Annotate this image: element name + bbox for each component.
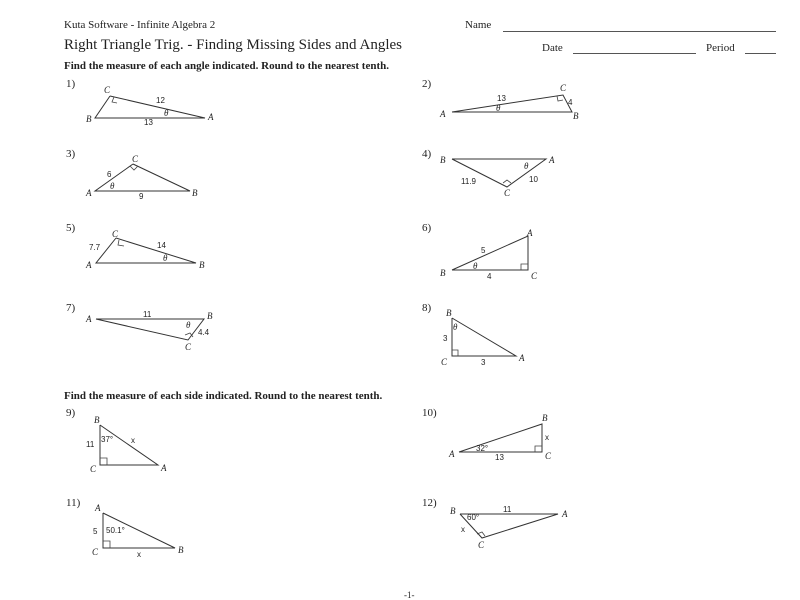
unknown-x-label: x: [137, 550, 141, 559]
triangle-figure-8: [441, 308, 525, 367]
side-length-label: 9: [139, 192, 144, 201]
side-length-label: 13: [144, 118, 153, 127]
vertex-label: B: [440, 268, 446, 278]
period-label: Period: [706, 42, 735, 54]
triangle-figure-5: [85, 229, 205, 270]
theta-label: θ: [163, 253, 168, 263]
unknown-x-label: x: [131, 436, 135, 445]
page-number: -1-: [404, 590, 415, 600]
angle-label: 37°: [101, 435, 114, 444]
vertex-label: C: [185, 342, 192, 352]
problem-number: 3): [66, 148, 76, 160]
problem-number: 4): [422, 148, 432, 160]
problem-number: 12): [422, 497, 437, 509]
vertex-label: B: [86, 114, 92, 124]
vertex-label: C: [132, 154, 139, 164]
vertex-label: B: [94, 415, 100, 425]
triangle-figure-6: [440, 228, 538, 281]
triangle-figure-10: [448, 413, 552, 462]
vertex-label: B: [440, 155, 446, 165]
vertex-label: A: [440, 109, 446, 119]
vertex-label: A: [549, 155, 555, 165]
vertex-label: A: [86, 260, 92, 270]
vertex-label: A: [208, 112, 214, 122]
name-label: Name: [465, 19, 492, 31]
vertex-label: B: [573, 111, 579, 121]
vertex-label: B: [542, 413, 548, 423]
side-length-label: 11: [86, 440, 95, 449]
triangle-figure-2: [439, 83, 579, 121]
problem-number: 6): [422, 222, 432, 234]
vertex-label: C: [104, 85, 111, 95]
side-length-label: 10: [529, 175, 538, 184]
vertex-label: A: [161, 463, 167, 473]
side-length-label: 12: [156, 96, 165, 105]
vertex-label: A: [527, 228, 533, 238]
problem-number: 8): [422, 302, 432, 314]
problem-number: 1): [66, 78, 76, 90]
side-length-label: 3: [443, 334, 448, 343]
theta-label: θ: [524, 161, 529, 171]
date-label: Date: [542, 42, 563, 54]
side-length-label: 14: [157, 241, 166, 250]
triangle-figure-3: [85, 154, 198, 201]
side-length-label: 4: [568, 98, 573, 107]
vertex-label: C: [478, 540, 485, 550]
vertex-label: B: [192, 188, 198, 198]
triangle-figure-11: [92, 503, 184, 559]
theta-label: θ: [453, 322, 458, 332]
vertex-label: B: [207, 311, 213, 321]
vertex-label: A: [449, 449, 455, 459]
side-length-label: 11: [503, 505, 512, 514]
angle-label: 32°: [476, 444, 489, 453]
vertex-label: B: [199, 260, 205, 270]
side-length-label: 7.7: [89, 243, 101, 252]
side-length-label: 4.4: [198, 328, 210, 337]
vertex-label: C: [112, 229, 119, 239]
problem-number: 2): [422, 78, 432, 90]
problem-number: 7): [66, 302, 76, 314]
triangle-figure-7: [85, 310, 213, 352]
worksheet-title: Right Triangle Trig. - Finding Missing Sides and Angles: [64, 37, 402, 53]
theta-label: θ: [164, 108, 169, 118]
vertex-label: A: [562, 509, 568, 519]
theta-label: θ: [186, 320, 191, 330]
vertex-label: C: [504, 188, 511, 198]
vertex-label: B: [446, 308, 452, 318]
side-length-label: 5: [93, 527, 98, 536]
side-length-label: 13: [497, 94, 506, 103]
side-length-label: 4: [487, 272, 492, 281]
unknown-x-label: x: [461, 525, 465, 534]
problem-number: 10): [422, 407, 437, 419]
vertex-label: C: [92, 547, 99, 557]
triangle-figure-12: [450, 505, 568, 550]
side-length-label: 13: [495, 453, 504, 462]
vertex-label: A: [519, 353, 525, 363]
vertex-label: C: [90, 464, 97, 474]
vertex-label: A: [86, 188, 92, 198]
publisher-label: Kuta Software - Infinite Algebra 2: [64, 19, 216, 31]
side-length-label: 6: [107, 170, 112, 179]
problem-number: 5): [66, 222, 76, 234]
theta-label: θ: [473, 261, 478, 271]
theta-label: θ: [496, 103, 501, 113]
vertex-label: C: [531, 271, 538, 281]
vertex-label: A: [95, 503, 101, 513]
angles-instruction: Find the measure of each angle indicated. Round to the nearest tenth.: [64, 60, 390, 72]
vertex-label: C: [545, 451, 552, 461]
side-length-label: 3: [481, 358, 486, 367]
triangle-figure-1: [86, 85, 214, 127]
side-length-label: 11.9: [461, 177, 476, 186]
vertex-label: C: [560, 83, 567, 93]
vertex-label: B: [450, 506, 456, 516]
side-length-label: 5: [481, 246, 486, 255]
theta-label: θ: [110, 181, 115, 191]
triangle-figure-9: [86, 415, 167, 474]
problem-number: 9): [66, 407, 76, 419]
triangle-figure-4: [440, 155, 555, 198]
sides-instruction: Find the measure of each side indicated. Round to the nearest tenth.: [64, 390, 383, 402]
angle-label: 60°: [467, 513, 480, 522]
vertex-label: C: [441, 357, 448, 367]
side-length-label: 11: [143, 310, 152, 319]
vertex-label: B: [178, 545, 184, 555]
problem-number: 11): [66, 497, 81, 509]
vertex-label: A: [86, 314, 92, 324]
angle-label: 50.1°: [106, 526, 125, 535]
unknown-x-label: x: [545, 433, 549, 442]
